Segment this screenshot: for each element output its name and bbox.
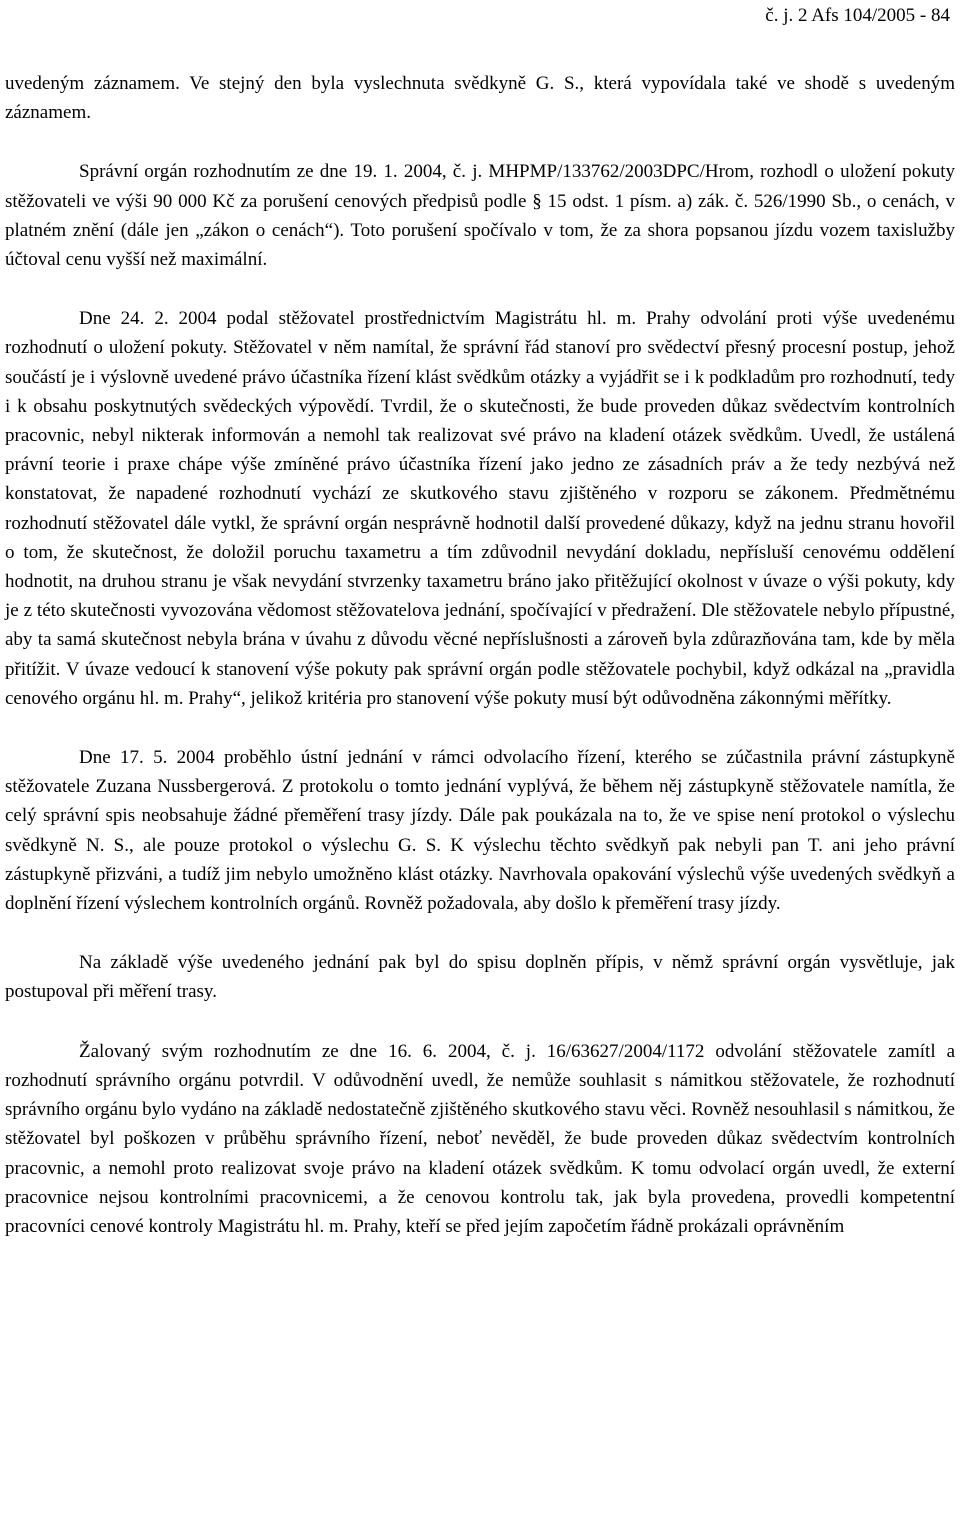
paragraph-administrative-decision: Správní orgán rozhodnutím ze dne 19. 1. 2004, č. j. MHPMP/133762/2003DPC/Hrom, rozhodl o uložení pokuty stěžovateli ve výši 90 000 Kč za porušení cenových předpisů podle § 15 odst. 1 písm. a) zák. č. 526/1990 Sb., o cenách, v platném znění (dále jen „zákon o cenách“). Toto porušení spočívalo v tom, že za shora popsanou jízdu vozem taxislužby účtoval cenu vyšší než maximální.: [5, 161, 955, 271]
paragraph-gap: [5, 918, 955, 948]
paragraph-gap: [5, 713, 955, 743]
paragraph-witness-testimony: uvedeným záznamem. Ve stejný den byla vyslechnuta svědkyně G. S., která vypovídala také ve shodě s uvedeným záznamem.: [5, 73, 955, 124]
paragraph-oral-hearing: Dne 17. 5. 2004 proběhlo ústní jednání v rámci odvolacího řízení, kterého se zúčastnila právní zástupkyně stěžovatele Zuzana Nussbergerová. Z protokolu o tomto jednání vyplývá, že během něj zástupkyně stěžovatele namítla, že celý správní spis neobsahuje žádné přeměření trasy jízdy. Dále pak poukázala na to, že ve spise není protokol o výslechu svědkyně N. S., ale pouze protokol o výslechu G. S. K výslechu těchto svědkyň pak nebyli pan T. ani jeho právní zástupkyně přizváni, a tudíž jim nebylo umožněno klást otázky. Navrhovala opakování výslechů výše uvedených svědkyň a doplnění řízení výslechem kontrolních orgánů. Rovněž požadovala, aby došlo k přeměření trasy jízdy.: [5, 747, 955, 915]
paragraph-appeal: Dne 24. 2. 2004 podal stěžovatel prostřednictvím Magistrátu hl. m. Prahy odvolání proti výše uvedenému rozhodnutí o uložení pokuty. Stěžovatel v něm namítal, že správní řád stanoví pro svědectví přesný procesní postup, jehož součástí je i výslovně uvedené právo účastníka řízení klást svědkům otázky a vyjádřit se i k podkladům pro rozhodnutí, tedy i k obsahu poskytnutých svědeckých výpovědí. Tvrdil, že o skutečnosti, že bude proveden důkaz svědectvím kontrolních pracovnic, nebyl nikterak informován a nemohl tak realizovat své právo na kladení otázek svědkům. Uvedl, že ustálená právní teorie i praxe chápe výše zmíněné právo účastníka řízení jako jedno ze zásadních práv a že tedy nezbývá než konstatovat, že napadené rozhodnutí vychází ze skutkového stavu zjištěného v rozporu se zákonem. Předmětnému rozhodnutí stěžovatel dále vytkl, že správní orgán nesprávně hodnotil další provedené důkazy, když na jednu stranu hovořil o tom, že skutečnost, že doložil poruchu taxametru a tím zdůvodnil nevydání dokladu, nepřísluší cenovému oddělení hodnotit, na druhou stranu je však nevydání stvrzenky taxametru bráno jako přitěžující okolnost v úvaze o výši pokuty, kdy je z této skutečnosti vyvozována vědomost stěžovatelova jednání, spočívající v předražení. Dle stěžovatele nebylo přípustné, aby ta samá skutečnost nebyla brána v úvahu z důvodu věcné nepříslušnosti a zároveň byla zdůrazňována tam, kde by měla přitížit. V úvaze vedoucí k stanovení výše pokuty pak správní orgán podle stěžovatele pochybil, když odkázal na „pravidla cenového orgánu hl. m. Prahy“, jelikož kritéria pro stanovení výše pokuty musí být odůvodněna zákonnými měřítky.: [5, 308, 955, 709]
paragraph-defendant-decision: Žalovaný svým rozhodnutím ze dne 16. 6. 2004, č. j. 16/63627/2004/1172 odvolání stěžovatele zamítl a rozhodnutí správního orgánu potvrdil. V odůvodnění uvedl, že nemůže souhlasit s námitkou stěžovatele, že rozhodnutí správního orgánu bylo vydáno na základě nedostatečně zjištěného skutkového stavu věci. Rovněž nesouhlasil s námitkou, že stěžovatel byl poškozen v průběhu správního řízení, neboť nevěděl, že bude proveden důkaz svědectvím kontrolních pracovnic, a nemohl proto realizovat svoje právo na kladení otázek svědkům. K tomu odvolací orgán uvedl, že externí pracovnice nejsou kontrolními pracovnicemi, a že cenovou kontrolu tak, jak byla provedena, provedli kompetentní pracovníci cenové kontroly Magistrátu hl. m. Prahy, kteří se před jejím započetím řádně prokázali oprávněním: [5, 1040, 955, 1237]
paragraph-gap: [5, 274, 955, 304]
paragraph-gap: [5, 127, 955, 157]
paragraph-gap: [5, 1007, 955, 1037]
case-reference: č. j. 2 Afs 104/2005 - 84: [765, 5, 950, 26]
paragraph-supplement: Na základě výše uvedeného jednání pak byl do spisu doplněn přípis, v němž správní orgán vysvětluje, jak postupoval při měření trasy.: [5, 952, 955, 1003]
document-body: [5, 69, 955, 1241]
